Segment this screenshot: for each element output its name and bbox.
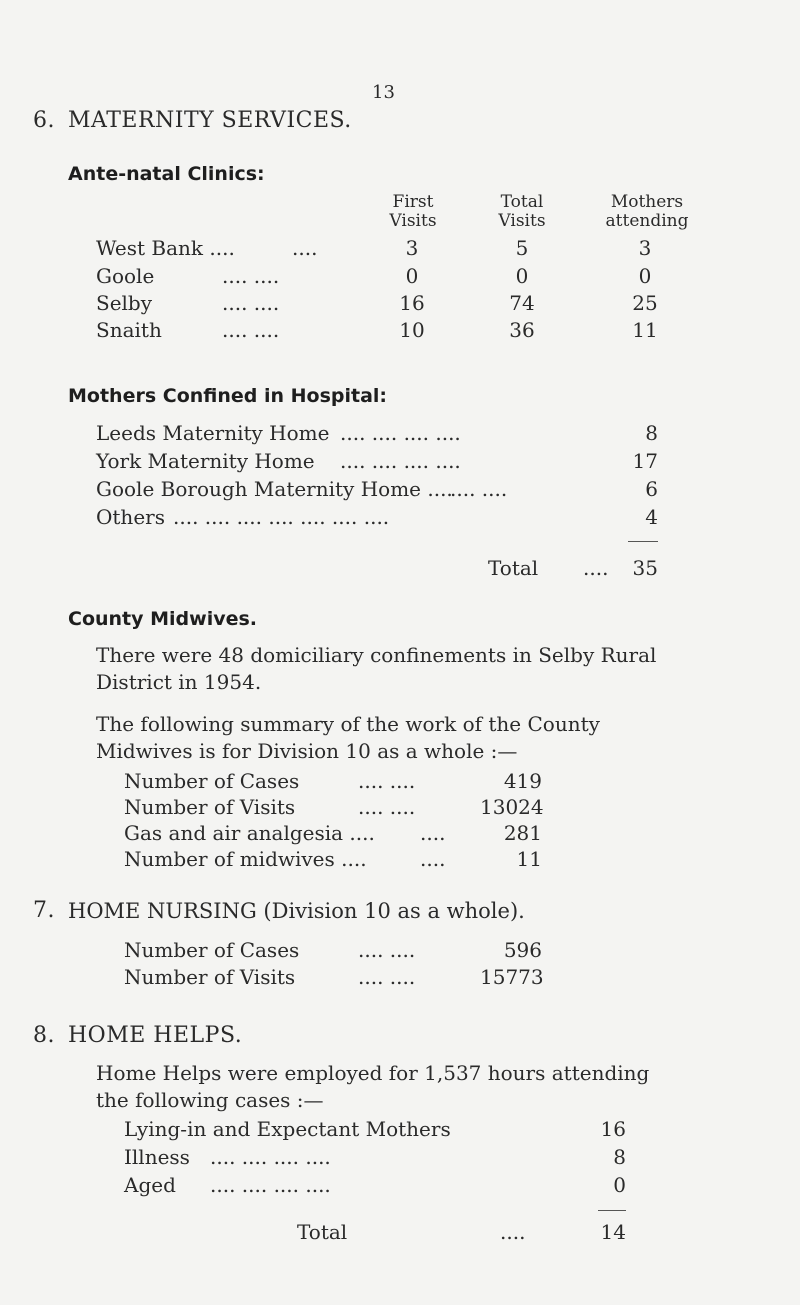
leader-dots: .... ....: [358, 938, 416, 962]
midwives-value: 13024: [480, 795, 544, 819]
first-visits-value: 0: [405, 264, 419, 288]
hospital-total-value: 35: [632, 556, 658, 580]
home-helps-value: 8: [613, 1145, 626, 1169]
leader-dots: ....: [292, 236, 318, 260]
midwives-paragraph-1-line-1: There were 48 domiciliary confinements in Selby Rural: [96, 643, 657, 667]
hospital-total-label: Total: [488, 556, 539, 580]
home-nursing-item: Number of Cases: [124, 938, 300, 962]
leader-dots: .... .... .... ....: [340, 449, 461, 473]
home-helps-value: 0: [613, 1173, 626, 1197]
section-number-8: 8.: [33, 1023, 55, 1048]
midwives-value: 419: [503, 769, 542, 793]
midwives-paragraph-2-line-2: Midwives is for Division 10 as a whole :—: [96, 739, 518, 763]
clinic-name: Selby: [96, 291, 153, 315]
leader-dots: .... .... .... .... .... .... ....: [173, 505, 390, 529]
hospital-name: Leeds Maternity Home: [96, 421, 330, 445]
clinic-name: Snaith: [96, 318, 162, 342]
hospital-name: Goole Borough Maternity Home ....: [96, 477, 453, 501]
hospital-name: Others: [96, 505, 165, 529]
total-visits-value: 74: [509, 291, 535, 315]
header-total-visits: Total Visits: [498, 192, 546, 231]
hospital-name: York Maternity Home: [96, 449, 315, 473]
section-number-6: 6.: [33, 108, 55, 133]
midwives-item: Number of Visits: [124, 795, 296, 819]
midwives-paragraph-1-line-2: District in 1954.: [96, 670, 262, 694]
leader-dots: ....: [420, 847, 446, 871]
leader-dots: ....: [420, 821, 446, 845]
page-number: 13: [372, 82, 395, 103]
total-visits-value: 36: [509, 318, 535, 342]
first-visits-value: 10: [399, 318, 425, 342]
home-helps-item: Lying-in and Expectant Mothers: [124, 1117, 451, 1141]
home-nursing-value: 596: [503, 938, 542, 962]
midwives-paragraph-2-line-1: The following summary of the work of the County: [96, 712, 600, 736]
section-title-home-helps: HOME HELPS.: [68, 1023, 243, 1048]
midwives-item: Number of midwives ....: [124, 847, 367, 871]
home-helps-paragraph-line-1: Home Helps were employed for 1,537 hours attending: [96, 1061, 650, 1085]
first-visits-value: 16: [399, 291, 425, 315]
leader-dots: .... ....: [222, 291, 280, 315]
total-rule: [628, 541, 658, 542]
midwives-value: 11: [516, 847, 542, 871]
hospital-value: 6: [645, 477, 658, 501]
leader-dots: ....: [500, 1220, 526, 1244]
section-title-home-nursing: HOME NURSING (Division 10 as a whole).: [68, 899, 525, 923]
home-helps-item: Illness: [124, 1145, 190, 1169]
header-first-visits: First Visits: [389, 192, 437, 231]
home-helps-total-value: 14: [600, 1220, 626, 1244]
total-visits-value: 5: [515, 236, 529, 260]
home-helps-paragraph-line-2: the following cases :—: [96, 1088, 324, 1112]
leader-dots: .... ....: [358, 795, 416, 819]
midwives-heading: County Midwives.: [68, 608, 258, 630]
leader-dots: .... .... .... ....: [210, 1173, 331, 1197]
leader-dots: .... ....: [358, 769, 416, 793]
header-mothers-attending: Mothers attending: [605, 192, 689, 231]
hospital-value: 4: [645, 505, 658, 529]
antenatal-heading: Ante-natal Clinics:: [68, 163, 265, 185]
mothers-attending-value: 25: [632, 291, 658, 315]
leader-dots: .... .... .... ....: [340, 421, 461, 445]
home-helps-total-label: Total: [297, 1220, 348, 1244]
section-number-7: 7.: [33, 898, 55, 923]
mothers-attending-value: 3: [638, 236, 652, 260]
midwives-item: Number of Cases: [124, 769, 300, 793]
home-helps-item: Aged: [124, 1173, 176, 1197]
leader-dots: .... ....: [358, 965, 416, 989]
leader-dots: .... ....: [222, 318, 280, 342]
section-title-maternity: MATERNITY SERVICES.: [68, 108, 352, 133]
clinic-name: West Bank ....: [96, 236, 235, 260]
hospital-heading: Mothers Confined in Hospital:: [68, 385, 388, 407]
clinic-name: Goole: [96, 264, 155, 288]
midwives-value: 281: [503, 821, 542, 845]
home-helps-value: 16: [600, 1117, 626, 1141]
total-rule: [598, 1210, 626, 1211]
mothers-attending-value: 0: [638, 264, 652, 288]
mothers-attending-value: 11: [632, 318, 658, 342]
leader-dots: .... ....: [222, 264, 280, 288]
first-visits-value: 3: [405, 236, 419, 260]
leader-dots: ....: [583, 556, 609, 580]
midwives-item: Gas and air analgesia ....: [124, 821, 375, 845]
home-nursing-item: Number of Visits: [124, 965, 296, 989]
total-visits-value: 0: [515, 264, 529, 288]
hospital-value: 8: [645, 421, 658, 445]
leader-dots: .... ....: [450, 477, 508, 501]
home-nursing-value: 15773: [480, 965, 544, 989]
hospital-value: 17: [632, 449, 658, 473]
leader-dots: .... .... .... ....: [210, 1145, 331, 1169]
